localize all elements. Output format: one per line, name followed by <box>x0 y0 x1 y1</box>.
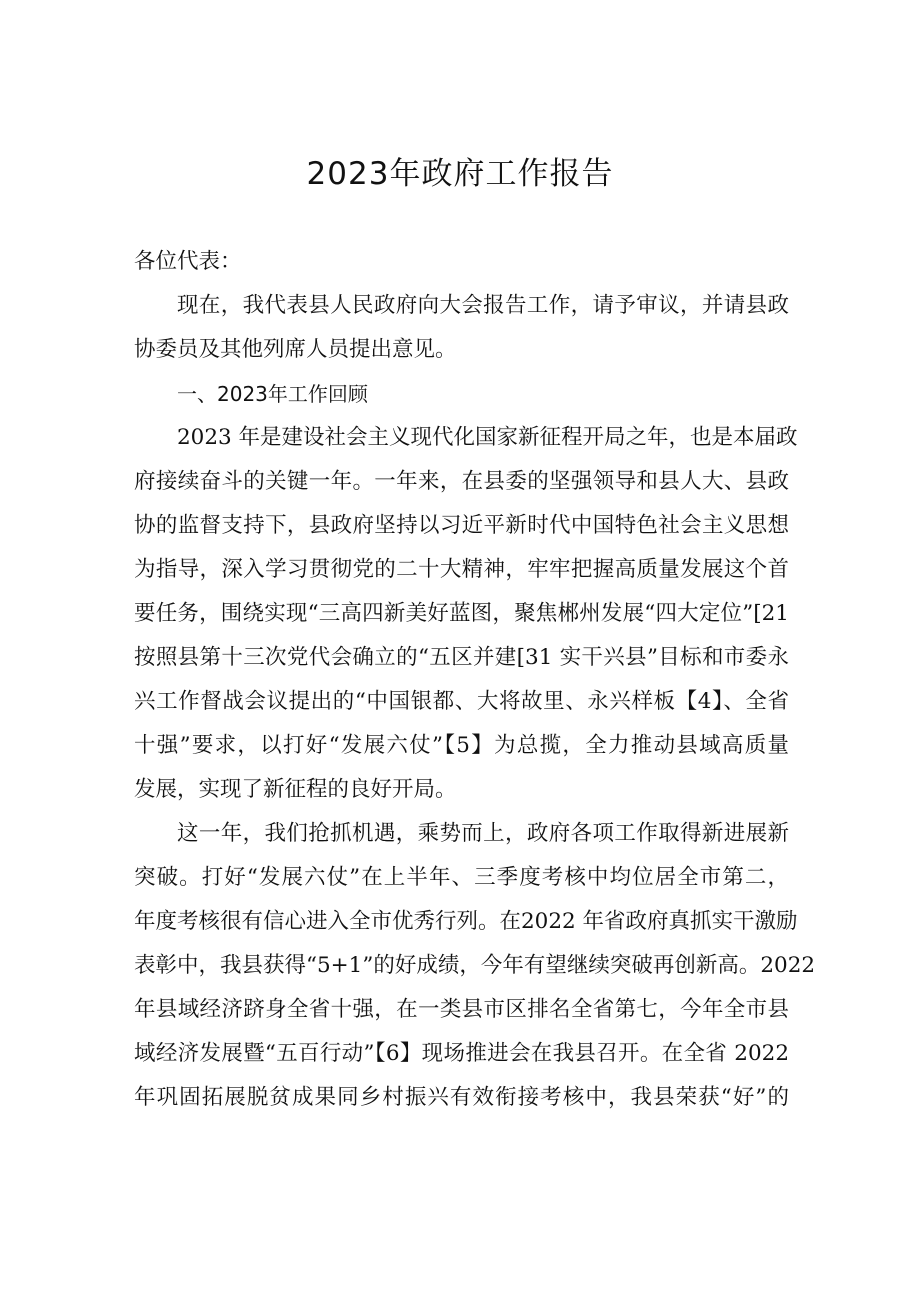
paragraph-line: 现在，我代表县人民政府向大会报告工作，请予审议，并请县政 <box>177 293 789 318</box>
paragraph-line: 要任务，围绕实现“三高四新美好蓝图，聚焦郴州发展“四大定位”[21 <box>134 601 789 626</box>
paragraph-line: 府接续奋斗的关键一年。一年来，在县委的坚强领导和县人大、县政 <box>134 469 789 494</box>
paragraph-line: 发展，实现了新征程的良好开局。 <box>134 777 457 802</box>
paragraph-line: 2023 年是建设社会主义现代化国家新征程开局之年，也是本届政 <box>177 425 798 450</box>
paragraph-line: 表彰中，我县获得“5+1”的好成绩，今年有望继续突破再创新高。2022 <box>134 953 816 978</box>
paragraph-line: 兴工作督战会议提出的“中国银都、大将故里、永兴样板【4】、全省 <box>134 689 789 714</box>
paragraph-line: 十强”要求，以打好“发展六仗”【5】为总揽，全力推动县域高质量 <box>134 733 789 758</box>
paragraph-line: 突破。打好“发展六仗”在上半年、三季度考核中均位居全市第二， <box>134 865 789 890</box>
paragraph-line: 为指导，深入学习贯彻党的二十大精神，牢牢把握高质量发展这个首 <box>134 557 789 582</box>
paragraph-line: 域经济发展暨“五百行动”【6】现场推进会在我县召开。在全省 2022 <box>134 1041 789 1066</box>
paragraph-line: 协的监督支持下，县政府坚持以习近平新时代中国特色社会主义思想 <box>134 513 789 538</box>
section-heading: 一、2023年工作回顾 <box>177 382 368 406</box>
paragraph-line: 年度考核很有信心进入全市优秀行列。在2022 年省政府真抓实干激励 <box>134 909 798 934</box>
paragraph-line: 协委员及其他列席人员提出意见。 <box>134 337 457 362</box>
paragraph-line: 年县域经济跻身全省十强，在一类县市区排名全省第七，今年全市县 <box>134 997 789 1022</box>
salutation: 各位代表： <box>134 249 242 274</box>
paragraph-line: 这一年，我们抢抓机遇，乘势而上，政府各项工作取得新进展新 <box>177 821 789 846</box>
paragraph-line: 年巩固拓展脱贫成果同乡村振兴有效衔接考核中，我县荣获“好”的 <box>134 1085 789 1110</box>
paragraph-line: 按照县第十三次党代会确立的“五区并建[31 实干兴县”目标和市委永 <box>134 645 789 670</box>
document-title: 2023年政府工作报告 <box>306 156 614 192</box>
